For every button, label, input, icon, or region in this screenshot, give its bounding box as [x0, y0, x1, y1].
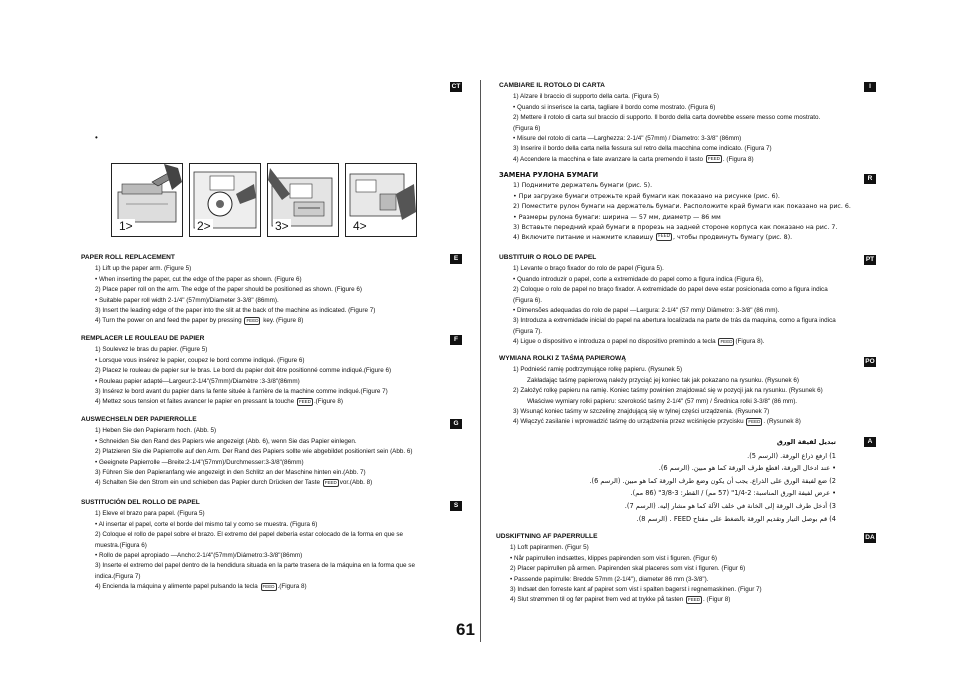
line-text: 4) Включите питание и нажмите клавишу	[513, 234, 654, 242]
instruction-line: 3) Wsunąć koniec taśmy w szczelinę znajdującą się w tylnej części urządzenia. (Rysunek 7)	[513, 408, 770, 416]
section-title: UDSKIFTNING AF PAPERRULLE	[496, 533, 598, 540]
section-french	[81, 334, 391, 408]
instruction-line: • When inserting the paper, cut the edge of the paper as shown. (Figure 6)	[95, 275, 302, 283]
instruction-line: 1) Soulevez le bras du papier. (Figure 5)	[95, 346, 208, 354]
instruction-line: • Suitable paper roll width 2-1/4" (57mm)/Diameter 3-3/8" (86mm).	[95, 296, 279, 304]
instruction-line: (Figura 6).	[513, 296, 543, 304]
section-spanish	[81, 498, 415, 593]
instruction-line: 3) Indsæt den forreste kant af papiret som vist i spalten bagerst i regnemaskinen. (Figur 7)	[510, 586, 762, 594]
line-text: 4) Mettez sous tension et faites avancer le papier en pressant la touche	[95, 398, 295, 406]
instruction-line	[499, 337, 836, 347]
figure-7	[267, 163, 339, 237]
section-russian	[499, 170, 851, 244]
line-text: , чтобы продвинуть бумагу (рис. 8).	[672, 234, 793, 242]
instruction-line: 3) Insert the leading edge of the paper into the slit at the back of the machine as indicated. (Figure 7)	[95, 307, 376, 315]
line-text: 4) Accendere la macchina e fate avanzare la carta premendo il tasto	[513, 155, 704, 163]
instruction-line: 3) Inserte el extremo del papel dentro de la hendidura situada en la parte trasera de la máquina en la forma que se	[95, 562, 415, 570]
feed-key-icon: FEED	[658, 234, 670, 240]
instruction-line: 2) ضع لفيفة الورق على الذراع. يجب أن يكون وضع طرف الورقة كما هو مبين. (الرسم 6).	[589, 476, 836, 485]
instruction-line: • Lorsque vous insérez le papier, coupez le bord comme indiqué. (Figure 6)	[95, 356, 305, 364]
line-text: . (Figura 8)	[722, 155, 754, 163]
instruction-line: Zakładając taśmę papierową należy przyciąć jej koniec tak jak pokazano na rysunku. (Rysunek 6)	[527, 376, 799, 384]
line-text: .(Figura 8)	[277, 583, 307, 591]
instruction-line: 3) Introduza a extremidade inicial do papel na abertura localizada na parte de trás da maquina, como a figura indica	[513, 317, 836, 325]
figure-strip	[111, 163, 437, 235]
instruction-line: indica.(Figura 7)	[95, 572, 141, 580]
section-polish	[499, 354, 823, 428]
figure-label-1: 1>	[119, 219, 133, 233]
feed-key-icon: FEED	[246, 317, 259, 323]
lang-badge-da: DA	[865, 534, 875, 541]
instruction-line: 2) Założyć rolkę papieru na ramię. Koniec taśmy powinien znajdować się w pozycji jak na rysunku. (Rysunek 6)	[513, 387, 823, 395]
instruction-line: (Figura 7).	[513, 327, 543, 335]
line-text: 4) Encienda la máquina y alimente papel pulsando la tecla	[95, 583, 258, 591]
instruction-line: 1) Levante o braço fixador do rolo de papel (Figura 5).	[513, 265, 664, 273]
figure-6	[189, 163, 261, 237]
instruction-line: 1) Loft papirarmen. (Figur 5)	[510, 544, 589, 552]
feed-key-icon: FEED	[262, 583, 275, 589]
instruction-line: • Al insertar el papel, corte el borde del mismo tal y como se muestra. (Figura 6)	[95, 520, 318, 528]
instruction-line: 1) Podnieść ramię podtrzymujące rolkę papieru. (Rysunek 5)	[513, 366, 683, 374]
section-title: SUSTITUCIÓN DEL ROLLO DE PAPEL	[81, 499, 200, 506]
instruction-line: 1) Heben Sie den Papierarm hoch. (Abb. 5)	[95, 427, 217, 435]
instruction-line: 3) Вставьте передний край бумаги в прорезь на задней стороне корпуса как показано на рис. 7.	[513, 224, 838, 232]
section-title: WYMIANA ROLKI Z TAŚMĄ PAPIEROWĄ	[499, 355, 626, 362]
feed-key-icon: FEED	[707, 156, 720, 162]
instruction-line: 1) Поднимите держатель бумаги (рис. 5).	[513, 182, 653, 190]
instruction-line	[499, 417, 823, 427]
lang-badge-g: G	[450, 419, 462, 429]
line-text: key. (Figure 8)	[263, 317, 304, 325]
section-title: REMPLACER LE ROULEAU DE PAPIER	[81, 335, 205, 342]
instruction-line: • Når papirrullen indsættes, klippes papirenden som vist i figuren. (Figur 6)	[510, 554, 717, 562]
instruction-line: • Размеры рулона бумаги: ширина — 57 мм, диаметр — 86 мм	[513, 213, 721, 221]
instruction-line: muestra.(Figura 6)	[95, 541, 147, 549]
instruction-line: 2) Placez le rouleau de papier sur le bras. Le bord du papier doit être positionné comme indiqué.(Figure 6)	[95, 367, 392, 375]
instruction-line: • Misure del rotolo di carta —Larghezza: 2-1/4" (57mm) / Diametro: 3-3/8" (86mm)	[513, 135, 742, 143]
instruction-line: • Rouleau papier adapté—Largeur:2-1/4"(57mm)/Diamètre :3-3/8"(86mm)	[95, 377, 300, 385]
section-title: AUSWECHSELN DER PAPIERROLLE	[81, 416, 197, 423]
line-text: 4) Turn the power on and feed the paper by pressing	[95, 317, 242, 325]
lang-badge-pt: PT	[865, 256, 875, 263]
instruction-line: 1) ارفع ذراع الورقة. (الرسم 5).	[747, 451, 836, 460]
bullet-mark: •	[95, 133, 98, 142]
instruction-line: 2) Platzieren Sie die Papierrolle auf den Arm. Der Rand des Papiers sollte wie abgebildet positioniert sein (Abb. 6)	[95, 448, 413, 456]
instruction-line: 2) Place paper roll on the arm. The edge of the paper should be positioned as shown. (Figure 6)	[95, 286, 362, 294]
lang-badge-s: S	[450, 501, 462, 511]
instruction-line: • Quando si inserisce la carta, tagliare il bordo come mostrato. (Figura 6)	[513, 103, 716, 111]
section-title: ЗАМЕНА РУЛОНА БУМАГИ	[499, 171, 599, 179]
figure-label-2: 2>	[197, 219, 211, 233]
instruction-line: 3) Insérez le bord avant du papier dans la fente située à l'arrière de la machine comme indiqué.(Figure 7)	[95, 388, 388, 396]
section-english	[81, 253, 375, 327]
instruction-line: Właściwe wymiary rolki papieru: szerokość taśmy 2-1/4" (57 mm) / Średnica rolki 3-3/8" (86 mm).	[527, 397, 798, 405]
line-text: . (Rysunek 8)	[763, 418, 801, 426]
instruction-line: 2) Coloque el rollo de papel sobre el brazo. El extremo del papel debería estar colocado de la forma en que se	[95, 531, 404, 539]
line-text: vor.(Abb. 8)	[339, 479, 373, 487]
feed-key-icon: FEED	[748, 418, 761, 424]
instruction-line	[81, 582, 415, 592]
line-text: .(Figure 8)	[313, 398, 343, 406]
instruction-line: • При загрузке бумаги отрежьте край бумаги как показано на рисунке (рис. 6).	[513, 192, 780, 200]
instruction-line: 1) Lift up the paper arm. (Figure 5)	[95, 265, 192, 273]
lang-badge-f: F	[450, 335, 462, 345]
line-text: 4) Włączyć zasilanie i wprowadzić taśmę do urządzenia przez wciśnięcie przycisku	[513, 418, 744, 426]
instruction-line	[499, 155, 820, 165]
line-text: . (Figur 8)	[703, 596, 731, 604]
instruction-line: 3) Inserire il bordo della carta nella fessura sul retro della macchina come indicato. (Figura 7)	[513, 145, 772, 153]
instruction-line: 2) Placer papirrullen på armen. Papirenden skal placeres som vist i figuren. (Figur 6)	[510, 565, 746, 573]
instruction-line: 2) Coloque o rolo de papel no braço fixador. A extremidade do papel deve estar posicionada como a figura indica	[513, 286, 828, 294]
section-title: UBSTITUIR O ROLO DE PAPEL	[499, 254, 597, 261]
section-title: تبديل لفيفة الورق	[776, 438, 836, 446]
lang-badge-po: PO	[865, 358, 875, 365]
instruction-line: 3) Führen Sie den Papieranfang wie angezeigt in den Schlitz an der Maschine hinten ein.(Abb. 7)	[95, 469, 366, 477]
lang-badge-e: E	[450, 254, 462, 264]
page-number: 61	[456, 620, 475, 639]
lang-badge-ct: CT	[451, 83, 461, 90]
instruction-line	[81, 478, 412, 488]
instruction-line	[81, 397, 391, 407]
section-italian	[499, 81, 820, 165]
feed-key-icon: FEED	[324, 479, 337, 485]
feed-key-icon: FEED	[298, 398, 311, 404]
instruction-line: • عند ادخال الورقة، اقطع طرف الورقة كما هو مبين. (الرسم 6).	[658, 464, 836, 473]
instruction-line	[499, 233, 851, 243]
instruction-line: 1) Eleve el brazo para papel. (Figura 5)	[95, 510, 205, 518]
section-portuguese	[499, 253, 836, 348]
line-text: 4) Schalten Sie den Strom ein und schieben das Papier durch Drücken der Taste	[95, 479, 320, 487]
instruction-line: (Figura 6)	[513, 124, 541, 132]
section-title: PAPER ROLL REPLACEMENT	[81, 254, 175, 261]
figure-8	[345, 163, 417, 237]
instruction-line: 3) أدخل طرف الورقة إلى الخانة في خلف الآلة كما هو مشار إليه. (الرسم 7).	[624, 501, 836, 510]
instruction-line	[496, 595, 762, 605]
instruction-line	[81, 316, 375, 326]
figure-label-3: 3>	[275, 219, 289, 233]
instruction-line: • Schneiden Sie den Rand des Papiers wie angezeigt (Abb. 6), wenn Sie das Papier einlegen.	[95, 437, 357, 445]
figure-label-4: 4>	[353, 219, 367, 233]
lang-badge-a: A	[864, 437, 876, 447]
lang-badge-r: R	[864, 174, 876, 184]
column-divider	[480, 80, 481, 642]
section-title: CAMBIARE IL ROTOLO DI CARTA	[499, 82, 605, 89]
instruction-line: 2) Поместите рулон бумаги на держатель бумаги. Расположите край бумаги как показано на рис. 6.	[513, 203, 851, 211]
figure-5	[111, 163, 183, 237]
feed-key-icon: FEED	[687, 596, 700, 602]
instruction-line: • Passende papirrulle: Bredde 57mm (2-1/4"), diameter 86 mm (3-3/8").	[510, 575, 709, 583]
feed-key-icon: FEED	[720, 338, 733, 344]
instruction-line: • Quando introduzir o papel, corte a extremidade do papel como a figura indica (Figura 6),	[513, 275, 764, 283]
instruction-line: 1) Alzare il braccio di supporto della carta. (Figura 5)	[513, 93, 659, 101]
line-text: 4) Slut strømmen til og før papiret frem ved at trykke på tasten	[510, 596, 684, 604]
instruction-line: • Geeignete Papierrolle —Breite:2-1/4"(57mm)/Durchmesser:3-3/8"(86mm)	[95, 458, 304, 466]
lang-badge-i: I	[864, 82, 876, 92]
line-text: 4) Ligue o dispositivo e introduza o papel no dispositivo premindo a tecla	[513, 338, 716, 346]
instruction-line: • Dimensões adequadas do rolo de papel —Largura: 2-1/4" (57 mm)/ Diâmetro: 3-3/8" (86 mm).	[513, 307, 780, 315]
instruction-line: • عرض لفيفة الورق المناسبة: 2-1/4" (57 مم) / القطر: 3-3/8" (86 مم).	[630, 489, 836, 498]
instruction-line: • Rollo de papel apropiado —Ancho:2-1/4"(57mm)/Diámetro:3-3/8"(86mm)	[95, 552, 303, 560]
section-danish	[496, 532, 762, 606]
instruction-line: 4) قم بوصل التيار وتقديم الورقة بالضغط على مفتاح FEED . (الرسم 8).	[636, 514, 836, 523]
instruction-line: 2) Mettere il rotolo di carta sul braccio di supporto. Il bordo della carta dovrebbe essere messo come mostrato.	[513, 114, 821, 122]
section-arabic	[589, 436, 836, 525]
line-text: (Figura 8).	[735, 338, 765, 346]
section-german	[81, 415, 412, 489]
